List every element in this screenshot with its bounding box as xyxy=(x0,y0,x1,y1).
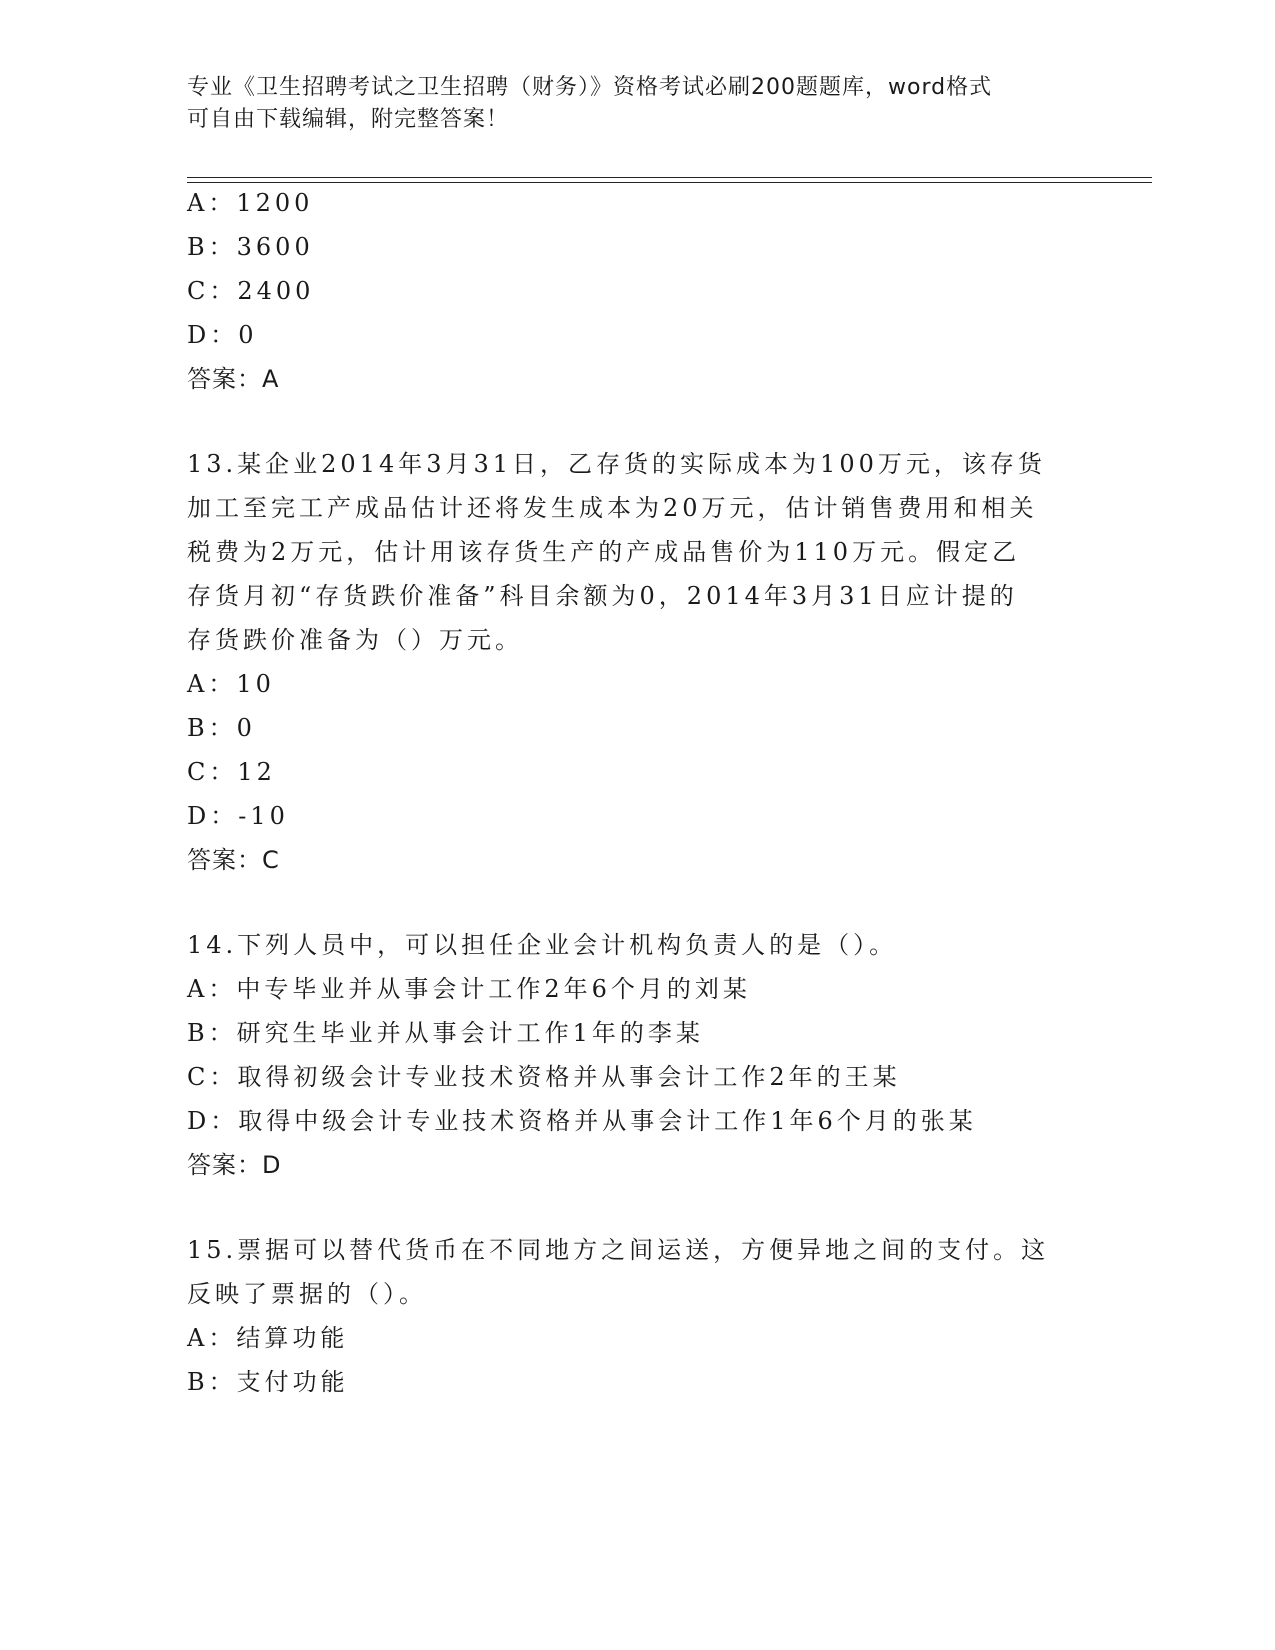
header-line-2: 可自由下载编辑，附完整答案！ xyxy=(187,107,510,132)
q13-option-d: D：-10 xyxy=(187,802,289,830)
q13-stem-line-5: 存货跌价准备为（）万元。 xyxy=(187,626,523,654)
header-line-1: 专业《卫生招聘考试之卫生招聘（财务）》资格考试必刷200题题库，word格式 xyxy=(187,75,993,100)
q14-answer: 答案：D xyxy=(187,1151,282,1179)
prev-option-d: D：0 xyxy=(187,321,258,349)
q15-option-a: A：结算功能 xyxy=(187,1324,349,1352)
q14-option-d: D：取得中级会计专业技术资格并从事会计工作1年6个月的张某 xyxy=(187,1107,977,1135)
q15-stem-line-2: 反映了票据的（）。 xyxy=(187,1280,427,1308)
prev-option-c: C：2400 xyxy=(187,277,315,305)
q13-option-b: B：0 xyxy=(187,714,256,742)
header-divider-bottom xyxy=(187,182,1152,183)
q14-option-a: A：中专毕业并从事会计工作2年6个月的刘某 xyxy=(187,975,751,1003)
q13-option-a: A：10 xyxy=(187,670,275,698)
prev-option-b: B：3600 xyxy=(187,233,314,261)
header-divider-top xyxy=(187,177,1152,178)
q14-option-c: C：取得初级会计专业技术资格并从事会计工作2年的王某 xyxy=(187,1063,901,1091)
q13-stem-line-1: 13.某企业2014年3月31日，乙存货的实际成本为100万元，该存货 xyxy=(187,450,1046,478)
q13-stem-line-4: 存货月初“存货跌价准备”科目余额为0，2014年3月31日应计提的 xyxy=(187,582,1018,610)
q13-answer: 答案：C xyxy=(187,846,280,874)
q13-stem-line-2: 加工至完工产成品估计还将发生成本为20万元，估计销售费用和相关 xyxy=(187,494,1038,522)
q14-option-b: B：研究生毕业并从事会计工作1年的李某 xyxy=(187,1019,704,1047)
document-header xyxy=(187,72,1067,136)
prev-answer: 答案：A xyxy=(187,365,280,393)
q15-stem-line-1: 15.票据可以替代货币在不同地方之间运送，方便异地之间的支付。这 xyxy=(187,1236,1050,1264)
q13-stem-line-3: 税费为2万元，估计用该存货生产的产成品售价为110万元。假定乙 xyxy=(187,538,1021,566)
q13-option-c: C：12 xyxy=(187,758,276,786)
q15-option-b: B：支付功能 xyxy=(187,1368,349,1396)
q14-stem-line-1: 14.下列人员中，可以担任企业会计机构负责人的是（）。 xyxy=(187,931,898,959)
prev-option-a: A：1200 xyxy=(187,189,314,217)
